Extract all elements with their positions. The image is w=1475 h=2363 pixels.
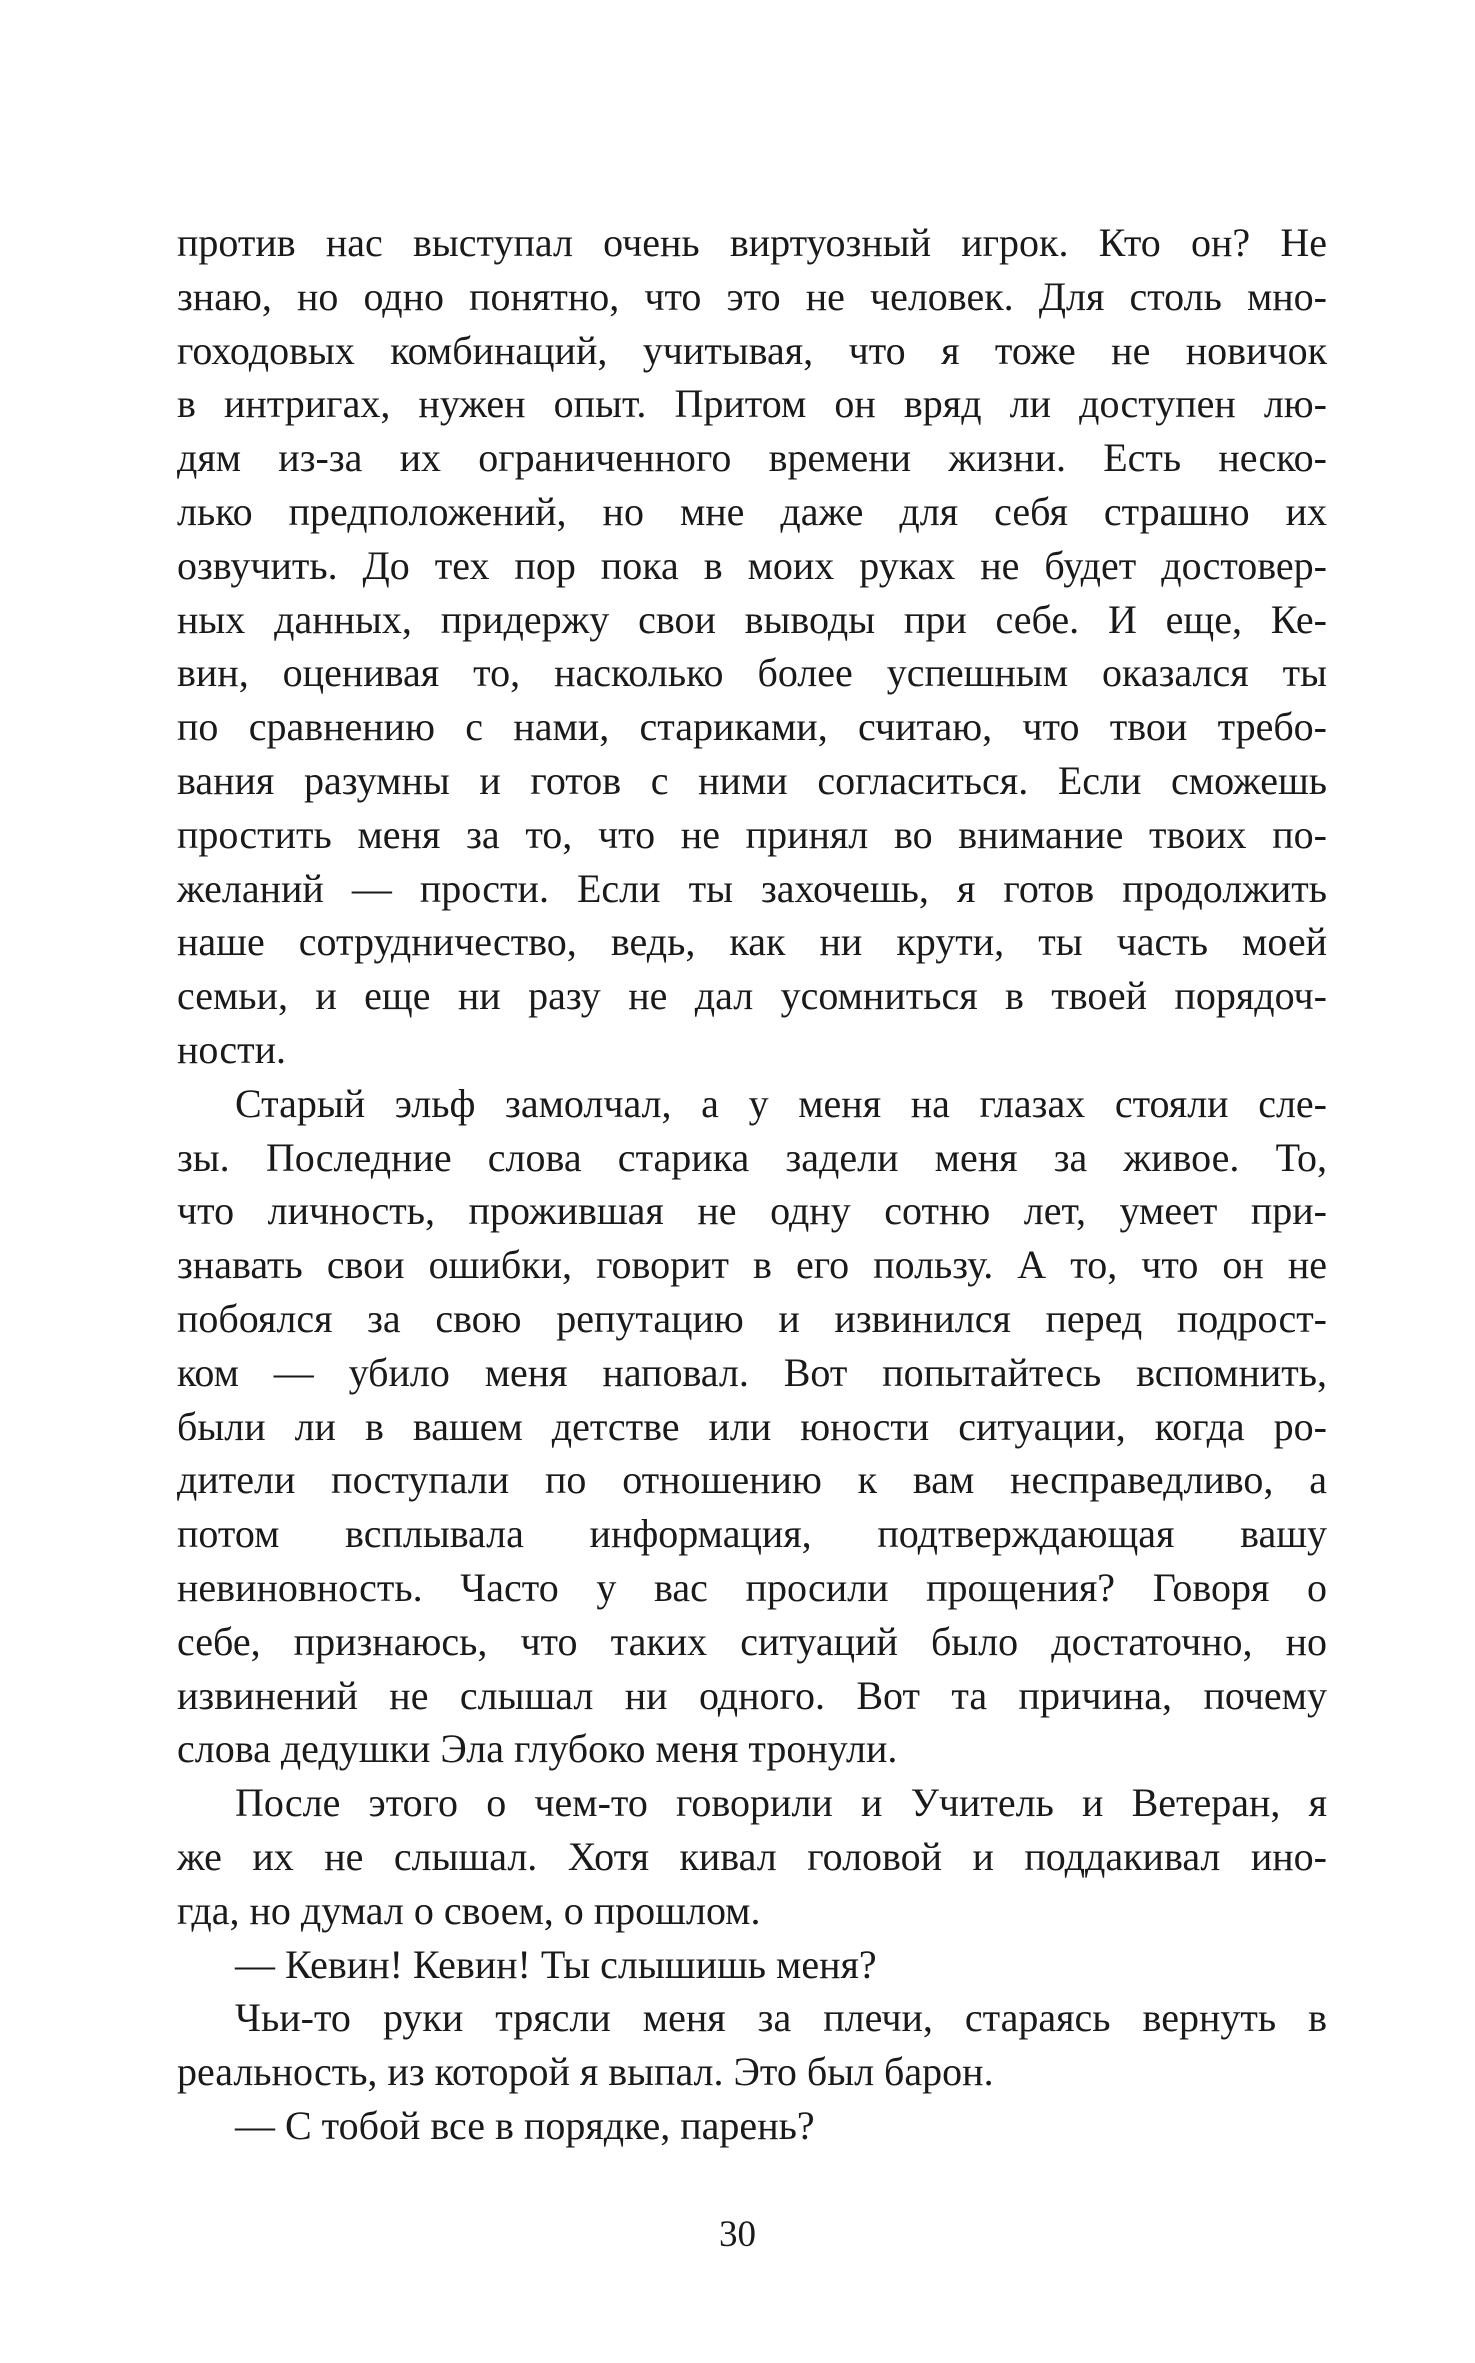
text-line: гда, но думал о своем, о прошлом. bbox=[177, 1887, 761, 1933]
text-line: побоялся за свою репутацию и извинился перед подрост- bbox=[177, 1295, 1327, 1341]
text-line: лько предположений, но мне даже для себя страшно их bbox=[177, 488, 1327, 534]
dialogue-line: — Кевин! Кевин! Ты слышишь меня? bbox=[235, 1941, 877, 1987]
page-body bbox=[177, 216, 1327, 2153]
text-line: вания разумны и готов с ними согласиться. Если сможешь bbox=[177, 757, 1327, 803]
text-line: слова дедушки Эла глубоко меня тронули. bbox=[177, 1726, 898, 1772]
text-line: себе, признаюсь, что таких ситуаций было достаточно, но bbox=[177, 1618, 1327, 1664]
text-line: знавать свои ошибки, говорит в его пользу. А то, что он не bbox=[177, 1242, 1327, 1288]
text-line: против нас выступал очень виртуозный игрок. Кто он? Не bbox=[177, 220, 1327, 265]
text-line: были ли в вашем детстве или юности ситуации, когда ро- bbox=[177, 1403, 1327, 1449]
text-line: в интригах, нужен опыт. Притом он вряд ли доступен лю- bbox=[177, 381, 1327, 427]
text-line: семьи, и еще ни разу не дал усомниться в твоей порядоч- bbox=[177, 973, 1327, 1019]
text-line: ных данных, придержу свои выводы при себе. И еще, Ке- bbox=[177, 596, 1327, 642]
text-line: реальность, из которой я выпал. Это был барон. bbox=[177, 2049, 994, 2095]
text-line: же их не слышал. Хотя кивал головой и поддакивал ино- bbox=[177, 1833, 1327, 1879]
text-line: зы. Последние слова старика задели меня за живое. То, bbox=[177, 1134, 1327, 1180]
text-line: После этого о чем-то говорили и Учитель и Ветеран, я bbox=[235, 1780, 1327, 1826]
text-line: потом всплывала информация, подтверждающая вашу bbox=[177, 1511, 1327, 1557]
page-number: 30 bbox=[719, 2214, 756, 2255]
text-line: гоходовых комбинаций, учитывая, что я тоже не новичок bbox=[177, 327, 1327, 373]
text-line: простить меня за то, что не принял во внимание твоих по- bbox=[177, 811, 1327, 857]
text-line: что личность, прожившая не одну сотню лет, умеет при- bbox=[177, 1188, 1327, 1234]
text-line: невиновность. Часто у вас просили прощения? Говоря о bbox=[177, 1564, 1327, 1610]
text-line: по сравнению с нами, стариками, считаю, что твои требо- bbox=[177, 704, 1327, 750]
text-line: извинений не слышал ни одного. Вот та причина, почему bbox=[177, 1672, 1327, 1718]
text-line: желаний — прости. Если ты захочешь, я готов продолжить bbox=[177, 865, 1327, 911]
text-line: знаю, но одно понятно, что это не человек. Для столь мно- bbox=[177, 273, 1327, 319]
text-line: ности. bbox=[177, 1026, 287, 1072]
text-line: дям из-за их ограниченного времени жизни. Есть неско- bbox=[177, 435, 1327, 481]
text-line: Старый эльф замолчал, а у меня на глазах стояли сле- bbox=[235, 1080, 1327, 1126]
text-line: Чьи-то руки трясли меня за плечи, стараясь вернуть в bbox=[235, 1995, 1327, 2041]
text-line: ком — убило меня наповал. Вот попытайтесь вспомнить, bbox=[177, 1349, 1327, 1395]
text-line: дители поступали по отношению к вам несправедливо, а bbox=[177, 1457, 1327, 1503]
text-line: вин, оценивая то, насколько более успешным оказался ты bbox=[177, 650, 1327, 696]
text-line: наше сотрудничество, ведь, как ни крути, ты часть моей bbox=[177, 919, 1327, 965]
text-line: озвучить. До тех пор пока в моих руках не будет достовер- bbox=[177, 542, 1327, 588]
dialogue-line: — С тобой все в порядке, парень? bbox=[235, 2102, 815, 2148]
